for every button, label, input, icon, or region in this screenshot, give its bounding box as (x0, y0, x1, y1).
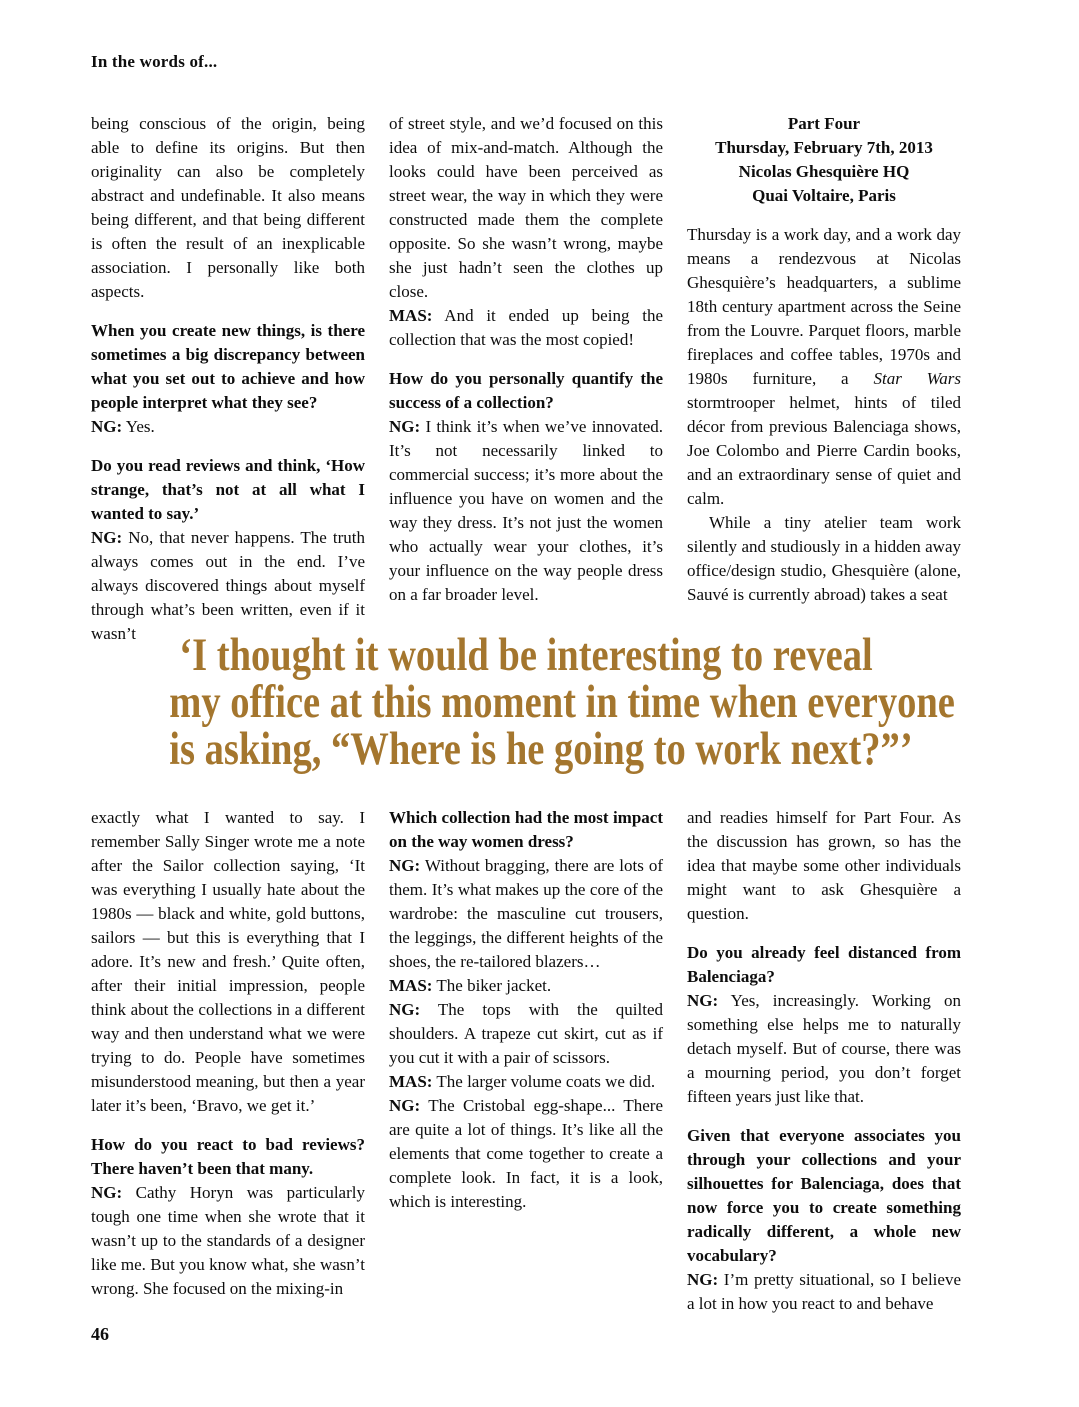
interview-question (389, 367, 663, 415)
pull-quote-line: is asking, “Where is he going to work next?”’ (169, 723, 913, 775)
body-text: The tops with the quilted shoulders. A trapeze cut skirt, cut as if you cut it with a pair of scissors. (389, 1000, 663, 1067)
body-text: Thursday is a work day, and a work day means a rendezvous at Nicolas Ghesquière’s headquarters, a sublime 18th century apartment across the Seine from the Louvre. Parquet floors, marble fireplaces and coffee tables, 1970s and 1980s furniture, a (687, 225, 961, 388)
column-3-bottom (687, 806, 961, 1316)
body-text: When you create new things, is there sometimes a big discrepancy between what you set out to achieve and how people interpret what they see? (91, 321, 365, 412)
paragraph (389, 998, 663, 1070)
body-text: being conscious of the origin, being able to define its origins. But then originality can also be completely abstract and undefinable. It also means being different, and that being different is often the result of an inexplicable association. I personally like both aspects. (91, 114, 365, 301)
speaker-label: NG: (91, 1183, 123, 1202)
body-text: The Cristobal egg-shape... There are quite a lot of things. It’s like all the elements that come together to create a complete look. In fact, it is a look, which is interesting. (389, 1096, 663, 1211)
interview-question (91, 319, 365, 415)
pull-quote-line: ‘I thought it would be interesting to reveal (179, 629, 873, 681)
paragraph (389, 1070, 663, 1094)
speaker-label: NG: (389, 417, 421, 436)
body-text: stormtrooper helmet, hints of tiled décor from previous Balenciaga shows, Joe Colombo and Pierre Cardin books, and an extraordinary sense of quiet and calm. (687, 393, 961, 508)
body-text: How do you personally quantify the success of a collection? (389, 369, 663, 412)
paragraph (389, 974, 663, 998)
column-1-bottom (91, 806, 365, 1316)
part-heading-line: Thursday, February 7th, 2013 (715, 138, 933, 157)
paragraph (91, 415, 365, 439)
body-text: How do you react to bad reviews? There haven’t been that many. (91, 1135, 365, 1178)
column-1-top (91, 112, 365, 646)
speaker-label: NG: (389, 1000, 421, 1019)
body-text: I’m pretty situational, so I believe a lot in how you react to and behave (687, 1270, 961, 1313)
column-2-top (389, 112, 663, 646)
paragraph (687, 511, 961, 607)
body-text: Yes. (122, 417, 155, 436)
body-text: Given that everyone associates you through your collections and your silhouettes for Balenciaga, does that now force you to create something radically different, a whole new vocabulary? (687, 1126, 961, 1265)
paragraph (687, 223, 961, 511)
speaker-label: NG: (389, 856, 421, 875)
body-text: Do you already feel distanced from Balenciaga? (687, 943, 961, 986)
body-text: I think it’s when we’ve innovated. It’s not necessarily linked to commercial success; it’s more about the influence you have on women and the way they dress. It’s not just the women who actually wear your clothes, it’s your influence on the way people dress on a far broader level. (389, 417, 663, 604)
speaker-label: MAS: (389, 306, 433, 325)
paragraph (687, 806, 961, 926)
section-kicker: In the words of... (91, 52, 218, 71)
interview-question (687, 941, 961, 989)
pull-quote-line: my office at this moment in time when everyone (169, 676, 955, 728)
paragraph (91, 526, 365, 646)
bottom-column-section (91, 806, 961, 1316)
body-text: The larger volume coats we did. (432, 1072, 656, 1091)
speaker-label: MAS: (389, 976, 433, 995)
body-text: and readies himself for Part Four. As the discussion has grown, so has the idea that maybe some other individuals might want to ask Ghesquière a question. (687, 808, 961, 923)
part-heading-line: Nicolas Ghesquière HQ (738, 162, 910, 181)
body-text: No, that never happens. The truth always comes out in the end. I’ve always discovered things about myself through what’s been written, even if it wasn’t (91, 528, 365, 643)
interview-question (91, 454, 365, 526)
part-heading (687, 112, 961, 208)
body-text: The biker jacket. (432, 976, 552, 995)
part-heading-line: Quai Voltaire, Paris (752, 186, 896, 205)
body-text: Which collection had the most impact on the way women dress? (389, 808, 663, 851)
interview-question (91, 1133, 365, 1181)
body-text: exactly what I wanted to say. I remember Sally Singer wrote me a note after the Sailor collection saying, ‘It was everything I usually hate about the 1980s — black and white, gold buttons, sailors — but this is everything that I adore. It’s new and fresh.’ Quite often, after their initial impression, people think about the collections in a different way and then understand what we were trying to do. People have sometimes misunderstood meaning, but then a year later it’s been, ‘Bravo, we get it.’ (91, 808, 365, 1115)
speaker-label: MAS: (389, 1072, 433, 1091)
paragraph (389, 112, 663, 304)
top-column-section (91, 112, 961, 646)
page-number: 46 (91, 1324, 109, 1344)
paragraph (389, 854, 663, 974)
speaker-label: NG: (687, 1270, 719, 1289)
paragraph (91, 112, 365, 304)
column-3-top (687, 112, 961, 646)
speaker-label: NG: (91, 528, 123, 547)
paragraph (687, 1268, 961, 1316)
body-text: Yes, increasingly. Working on something else helps me to naturally detach myself. But of course, there was a mourning period, you don’t forget fifteen years just like that. (687, 991, 961, 1106)
part-heading-line: Part Four (787, 114, 861, 133)
italic-text: Star Wars (873, 369, 961, 388)
speaker-label: NG: (687, 991, 719, 1010)
body-text: Do you read reviews and think, ‘How strange, that’s not at all what I wanted to say.’ (91, 456, 365, 523)
body-text: of street style, and we’d focused on this idea of mix-and-match. Although the looks could have been perceived as street wear, the way in which they were constructed made them the complete opposite. So she wasn’t wrong, maybe she just hadn’t seen the clothes up close. (389, 114, 663, 301)
interview-question (389, 806, 663, 854)
pull-quote (91, 629, 961, 775)
paragraph (91, 1181, 365, 1301)
paragraph (389, 1094, 663, 1214)
interview-question (687, 1124, 961, 1268)
body-text: Without bragging, there are lots of them. It’s what makes up the core of the wardrobe: the masculine cut trousers, the leggings, the different heights of the shoes, the re-tailored blazers… (389, 856, 663, 971)
body-text: And it ended up being the collection that was the most copied! (389, 306, 663, 349)
paragraph (389, 304, 663, 352)
paragraph (389, 415, 663, 607)
body-text: While a tiny atelier team work silently and studiously in a hidden away office/design studio, Ghesquière (alone, Sauvé is currently abroad) takes a seat (687, 513, 961, 604)
speaker-label: NG: (389, 1096, 421, 1115)
column-2-bottom (389, 806, 663, 1316)
paragraph (687, 989, 961, 1109)
body-text: Cathy Horyn was particularly tough one time when she wrote that it wasn’t up to the standards of a designer like me. But you know what, she wasn’t wrong. She focused on the mixing-in (91, 1183, 365, 1298)
paragraph (91, 806, 365, 1118)
speaker-label: NG: (91, 417, 123, 436)
